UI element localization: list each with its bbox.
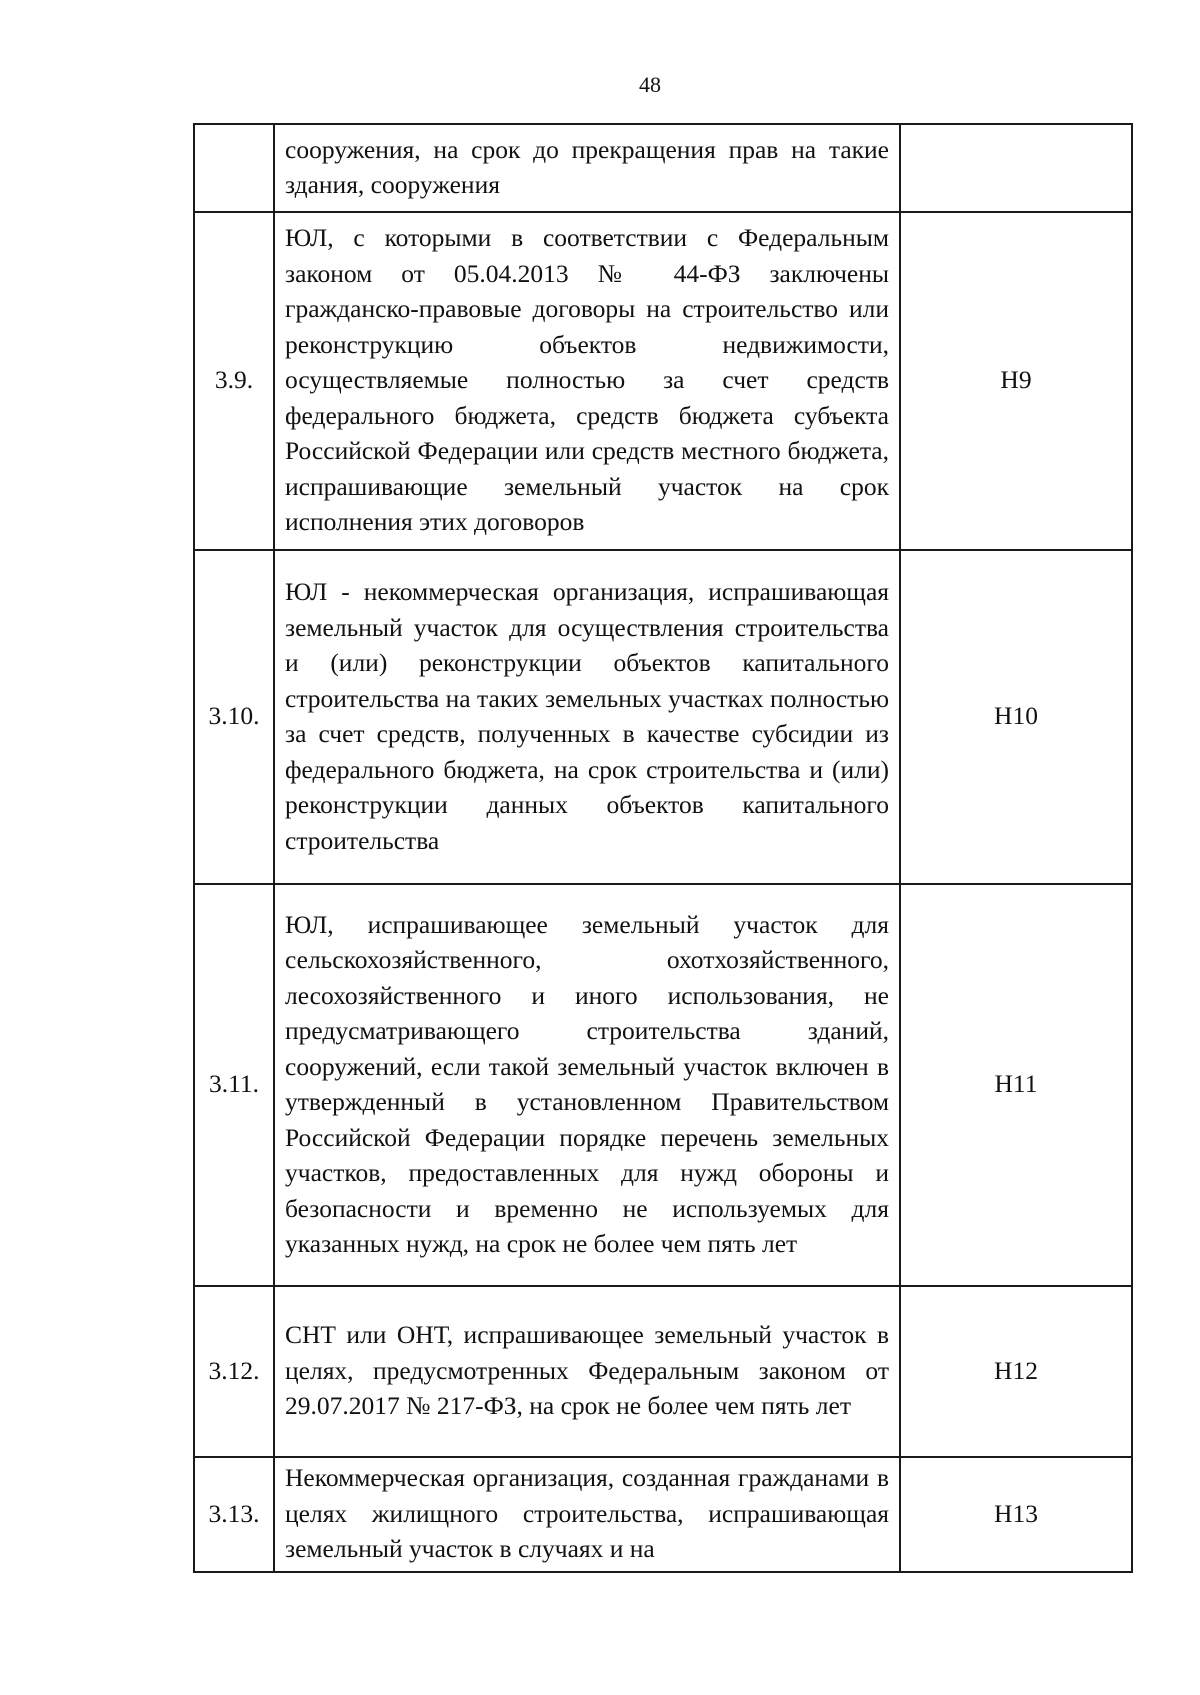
table-row: [194, 124, 1132, 212]
row-code: Н13: [900, 1457, 1132, 1572]
row-code: Н9: [900, 212, 1132, 550]
row-number: 3.10.: [194, 550, 274, 884]
row-number: 3.11.: [194, 884, 274, 1286]
table-row: [194, 550, 1132, 884]
table-row: [194, 212, 1132, 550]
row-code: Н11: [900, 884, 1132, 1286]
row-description: ЮЛ - некоммерческая организация, испрашивающая земельный участок для осуществления строительства и (или) реконструкции объектов капитального строительства на таких земельных участках полностью за счет средств, полученных в качестве субсидии из федерального бюджета, на срок строительства и (или) реконструкции данных объектов капитального строительства: [274, 550, 900, 884]
row-number: [194, 124, 274, 212]
row-number: 3.13.: [194, 1457, 274, 1572]
table-row: [194, 884, 1132, 1286]
row-description: Некоммерческая организация, созданная гражданами в целях жилищного строительства, испрашивающая земельный участок в случаях и на: [274, 1457, 900, 1572]
row-description: ЮЛ, с которыми в соответствии с Федеральным законом от 05.04.2013 № 44-ФЗ заключены гражданско-правовые договоры на строительство или реконструкцию объектов недвижимости, осуществляемые полностью за счет средств федерального бюджета, средств бюджета субъекта Российской Федерации или средств местного бюджета, испрашивающие земельный участок на срок исполнения этих договоров: [274, 212, 900, 550]
row-description: сооружения, на срок до прекращения прав на такие здания, сооружения: [274, 124, 900, 212]
row-number: 3.12.: [194, 1286, 274, 1457]
row-description: ЮЛ, испрашивающее земельный участок для сельскохозяйственного, охотхозяйственного, лесохозяйственного и иного использования, не предусматривающего строительства зданий, сооружений, если такой земельный участок включен в утвержденный в установленном Правительством Российской Федерации порядке перечень земельных участков, предоставленных для нужд обороны и безопасности и временно не используемых для указанных нужд, на срок не более чем пять лет: [274, 884, 900, 1286]
row-number: 3.9.: [194, 212, 274, 550]
row-description: СНТ или ОНТ, испрашивающее земельный участок в целях, предусмотренных Федеральным законом от 29.07.2017 № 217-ФЗ, на срок не более чем пять лет: [274, 1286, 900, 1457]
row-code: Н12: [900, 1286, 1132, 1457]
document-table: [193, 123, 1133, 1573]
row-code: Н10: [900, 550, 1132, 884]
page-number: 48: [639, 72, 661, 97]
row-code: [900, 124, 1132, 212]
table-row: [194, 1457, 1132, 1572]
table-row: [194, 1286, 1132, 1457]
